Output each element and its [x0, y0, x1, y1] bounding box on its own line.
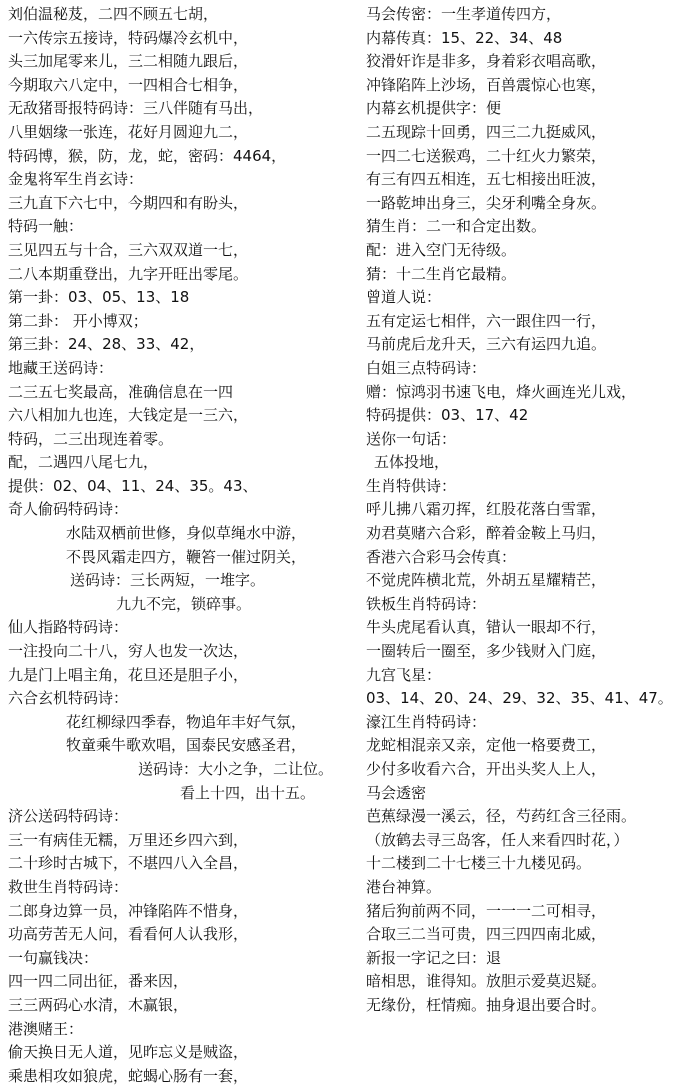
text-line: 九是门上唱主角，花旦还是胆子小， [8, 665, 249, 684]
text-line: 功高劳苦无人问，看看何人认我形， [8, 925, 249, 944]
text-line: 有三有四五相连，五七相接出旺波， [366, 170, 607, 189]
text-line: 龙蛇相混亲又亲，定他一格要费工， [366, 736, 607, 755]
text-line: 港台神算。 [366, 877, 442, 896]
text-line: 不觉虎阵横北荒，外胡五星耀精芒， [366, 571, 607, 590]
text-line: 第三卦：24、28、33、42， [8, 335, 205, 354]
text-line: 铁板生肖特码诗： [366, 594, 487, 613]
text-line: 特码提供：03、17、42 [366, 406, 529, 425]
text-line: 呼儿拂八霜刃挥，红股花落白雪霏， [366, 500, 607, 519]
text-line: 三三两码心水清，木赢银， [8, 995, 189, 1014]
text-line: 特码，二三出现连着零。 [8, 429, 174, 448]
text-line: 六八相加九也连，大钱定是一三六， [8, 406, 249, 425]
text-line: 一四二七送猴鸡，二十红火力繁荣， [366, 146, 607, 165]
text-line: 九宫飞星： [366, 665, 442, 684]
text-line: （放鹤去寻三岛客，任人来看四时花，） [366, 830, 629, 849]
text-line: 救世生肖特码诗： [8, 877, 129, 896]
text-line: 六合玄机特码诗： [8, 689, 129, 708]
text-line: 四一四二同出征，番来因， [8, 972, 189, 991]
text-line: 牛头虎尾看认真，错认一眼却不行， [366, 618, 607, 637]
text-line: 一路乾坤出身三，尖牙利嘴全身灰。 [366, 193, 607, 212]
text-line: 猜生肖：二一和合定出数。 [366, 217, 547, 236]
text-line: 赠：惊鸿羽书速飞电，烽火画连光儿戏， [366, 382, 637, 401]
text-line: 暗相思，谁得知。放胆示爱莫迟疑。 [366, 972, 607, 991]
text-line: 新报一字记之曰：退 [366, 948, 502, 967]
text-line: 马会传密：一生孝道传四方， [366, 5, 562, 23]
text-line: 二三五七奖最高，准确信息在一四 [8, 382, 234, 401]
text-line: 送码诗：大小之争，二让位。 [138, 760, 334, 778]
text-line: 特码一触： [8, 217, 84, 236]
text-line: 香港六合彩马会传真： [366, 547, 517, 566]
text-line: 乘患相攻如狼虎，蛇蝎心肠有一套， [8, 1066, 249, 1085]
text-line: 无缘份，枉情痴。抽身退出要合时。 [366, 995, 607, 1014]
text-line: 一注投向二十八，穷人也发一次达， [8, 642, 249, 661]
text-line: 提供：02、04、11、24、35。43、 [8, 476, 258, 495]
text-line: 无敌猪哥报特码诗：三八伴随有马出， [8, 99, 264, 118]
text-line: 今期取六八定中，一四相合七相争， [8, 75, 249, 94]
text-line: 八里姻缘一张连，花好月圆迎九二， [8, 122, 249, 141]
text-line: 不畏风霜走四方，鞭笞一催过阴关， [66, 547, 307, 566]
text-line: 三一有病佳无糯，万里还乡四六到， [8, 830, 249, 849]
text-line: 芭蕉绿漫一溪云，径，芍药红含三径雨。 [366, 807, 637, 826]
text-line: 奇人偷码特码诗： [8, 500, 129, 519]
text-line: 九九不完，锁碎事。 [116, 594, 252, 613]
text-line: 五体投地， [374, 453, 450, 472]
left-column [8, 3, 353, 1088]
text-line: 港澳赌王： [8, 1019, 84, 1038]
text-line: 少付多收看六合，开出头奖人上人， [366, 760, 607, 778]
text-line: 送你一句话： [366, 429, 457, 448]
text-line: 水陆双栖前世修，身似草绳水中游， [66, 524, 307, 543]
text-line: 配：进入空门无待级。 [366, 240, 517, 259]
text-line: 地藏王送码诗： [8, 358, 114, 377]
text-line: 头三加尾零来儿，三二相随九跟后， [8, 52, 249, 71]
text-line: 马会透密 [366, 783, 427, 802]
text-line: 仙人指路特码诗： [8, 618, 129, 637]
text-line: 曾道人说： [366, 288, 442, 307]
text-line: 刘伯温秘芨，二四不顾五七胡， [8, 5, 219, 23]
text-line: 生肖特供诗： [366, 476, 457, 495]
text-line: 五有定运七相伴，六一跟住四一行， [366, 311, 607, 330]
text-line: 合取三二当可贵，四三四四南北威， [366, 925, 607, 944]
text-line: 送码诗：三长两短，一堆字。 [70, 571, 266, 590]
text-line: 猪后狗前两不同，一一一二可相寻， [366, 901, 607, 920]
text-line: 十二楼到二十七楼三十九楼见码。 [366, 854, 592, 873]
text-line: 第二卦： 开小博双； [8, 311, 148, 330]
text-line: 一圈转后一圈至，多少钱财入门庭， [366, 642, 607, 661]
text-line: 03、14、20、24、29、32、35、41、47。 [366, 689, 673, 708]
text-line: 济公送码特码诗： [8, 807, 129, 826]
text-line: 金鬼将军生肖玄诗： [8, 170, 144, 189]
text-line: 花红柳绿四季春，物追年丰好气氛， [66, 712, 307, 731]
text-line: 配，二遇四八尾七九， [8, 453, 159, 472]
text-line: 二十珍时古城下，不堪四八入全昌， [8, 854, 249, 873]
text-line: 马前虎后龙升天，三六有运四九追。 [366, 335, 607, 354]
text-line: 三见四五与十合，三六双双道一七， [8, 240, 249, 259]
text-line: 二五现踪十回勇，四三二九挺威风， [366, 122, 607, 141]
text-line: 特码博，猴，防，龙，蛇，密码：4464， [8, 146, 287, 165]
text-line: 内幕传真：15、22、34、48 [366, 28, 563, 47]
text-line: 第一卦：03、05、13、18 [8, 288, 190, 307]
text-line: 猜：十二生肖它最精。 [366, 264, 517, 283]
text-line: 劝君莫赌六合彩，醉着金鞍上马归， [366, 524, 607, 543]
text-line: 濠江生肖特码诗： [366, 712, 487, 731]
text-line: 白姐三点特码诗： [366, 358, 487, 377]
text-line: 一句赢钱决： [8, 948, 99, 967]
text-line: 一六传宗五接诗，特码爆冷玄机中， [8, 28, 249, 47]
text-line: 三九直下六七中，今期四和有盼头， [8, 193, 249, 212]
right-column [366, 3, 684, 1018]
text-line: 牧童乘牛歌欢唱，国泰民安感圣君， [66, 736, 307, 755]
text-line: 偷天换日无人道，见昨忘义是贼盗， [8, 1043, 249, 1062]
text-line: 二郎身边算一员，冲锋陷阵不惜身， [8, 901, 249, 920]
text-line: 狡滑奸诈是非多，身着彩衣唱高歌， [366, 52, 607, 71]
text-line: 看上十四，出十五。 [180, 783, 316, 802]
text-line: 冲锋陷阵上沙场，百兽震惊心也寒， [366, 75, 607, 94]
text-line: 二八本期重登出，九字开旺出零尾。 [8, 264, 249, 283]
text-line: 内幕玄机提供字：便 [366, 99, 502, 118]
